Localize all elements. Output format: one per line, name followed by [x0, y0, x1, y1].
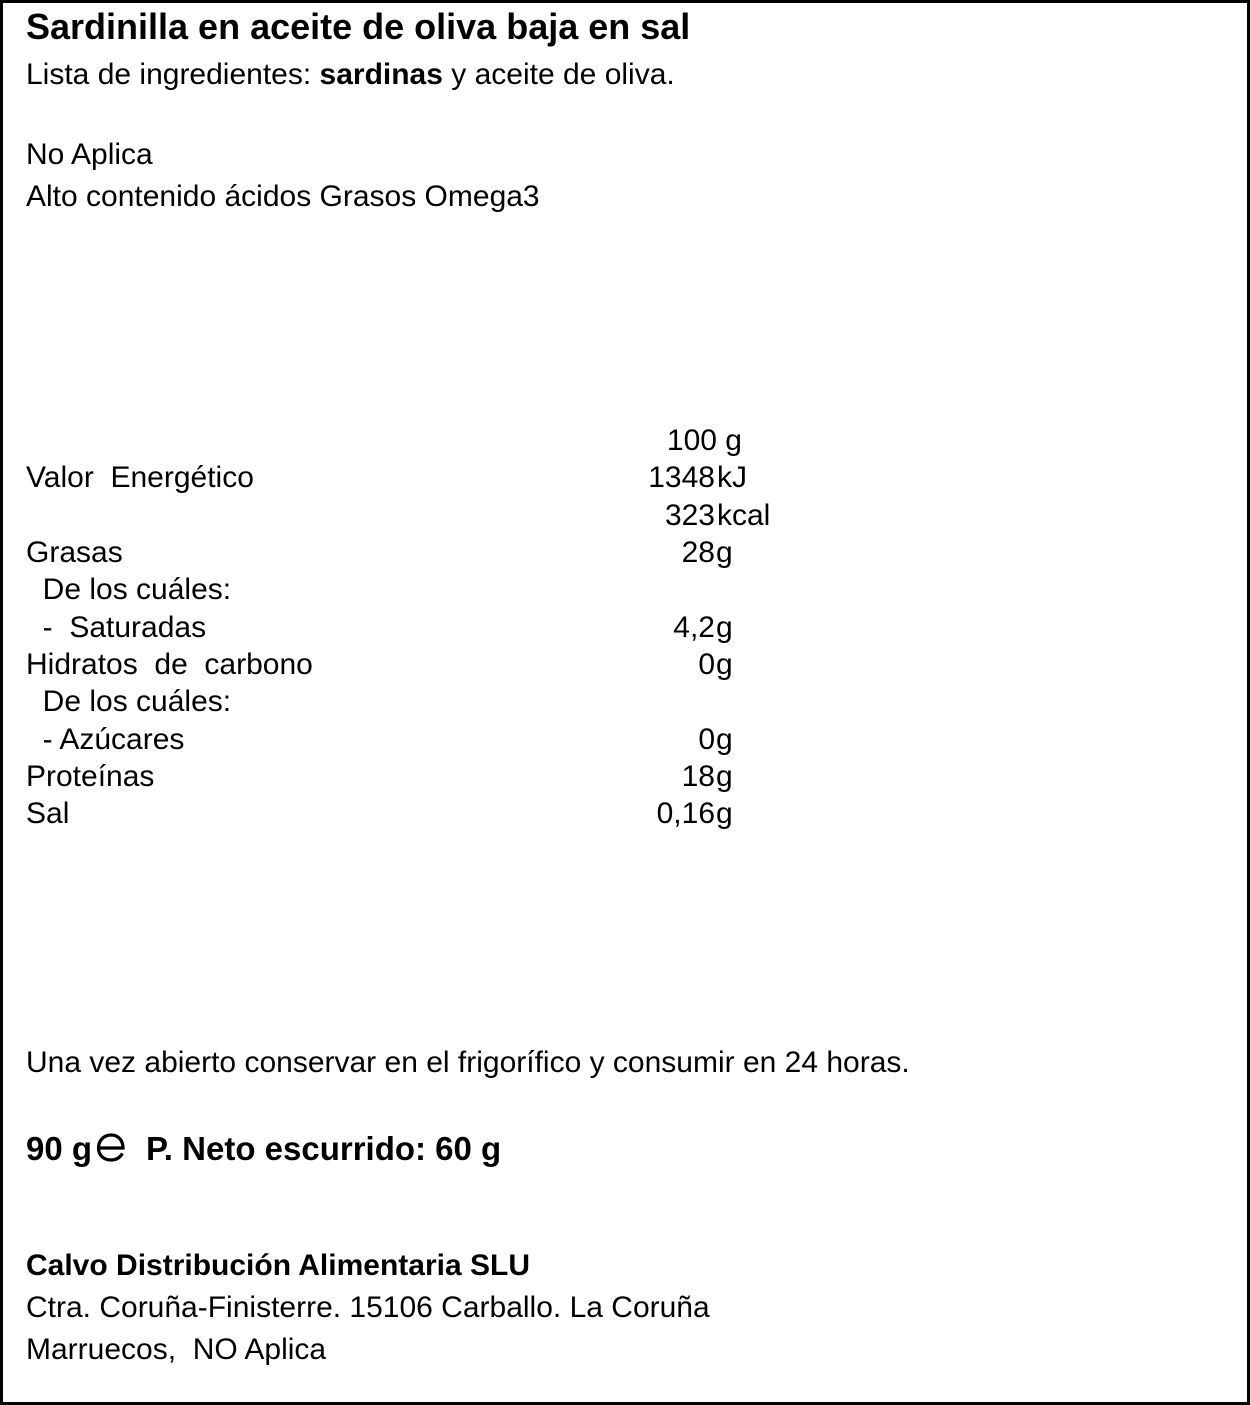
nutrient-unit: g [716, 648, 733, 681]
estimated-sign-icon [94, 1130, 128, 1164]
product-title: Sardinilla en aceite de oliva baja en sal [26, 6, 691, 47]
energy-kj-unit: kJ [717, 461, 747, 494]
allergens-text: No Aplica [26, 138, 153, 171]
nutrition-header: 100 g [666, 424, 742, 457]
ingredients-line [26, 60, 675, 90]
nutrient-label: - Azúcares [26, 723, 185, 756]
nutrient-label: De los cuáles: [26, 573, 232, 606]
nutrient-label: Proteínas [26, 760, 155, 793]
weight-line [26, 1130, 501, 1165]
nutrient-unit: g [716, 797, 733, 830]
energy-kj-value: 1348 [648, 461, 715, 494]
ingredients-prefix: Lista de ingredientes: [26, 58, 320, 91]
energy-kcal-unit: kcal [717, 499, 771, 532]
nutrient-value: 0 [698, 648, 715, 681]
nutrient-unit: g [716, 611, 733, 644]
claim-text: Alto contenido ácidos Grasos Omega3 [26, 180, 540, 213]
nutrient-label: Grasas [26, 536, 123, 569]
nutrient-value: 28 [681, 536, 715, 569]
net-weight: 90 g [26, 1130, 93, 1167]
nutrient-unit: g [716, 536, 733, 569]
nutrient-value: 0 [698, 723, 715, 756]
ingredients-bold: sardinas [319, 58, 443, 91]
nutrient-label: Hidratos de carbono [26, 648, 313, 681]
nutrient-unit: g [716, 760, 733, 793]
nutrient-unit: g [716, 723, 733, 756]
ingredients-suffix: y aceite de oliva. [442, 58, 675, 91]
storage-instructions: Una vez abierto conservar en el frigorífico y consumir en 24 horas. [26, 1046, 910, 1079]
nutrient-value: 0,16 [656, 797, 715, 830]
energy-label: Valor Energético [26, 461, 254, 494]
company-address: Ctra. Coruña-Finisterre. 15106 Carballo. La Coruña [26, 1291, 710, 1324]
nutrient-label: De los cuáles: [26, 685, 232, 718]
nutrient-value: 4,2 [673, 611, 715, 644]
company-name: Calvo Distribución Alimentaria SLU [26, 1249, 530, 1282]
origin-text: Marruecos, NO Aplica [26, 1333, 327, 1366]
energy-kcal-value: 323 [664, 499, 715, 532]
nutrient-value: 18 [681, 760, 715, 793]
nutrient-label: Sal [26, 797, 70, 830]
drained-weight: P. Neto escurrido: 60 g [146, 1130, 502, 1167]
nutrient-label: - Saturadas [26, 611, 207, 644]
